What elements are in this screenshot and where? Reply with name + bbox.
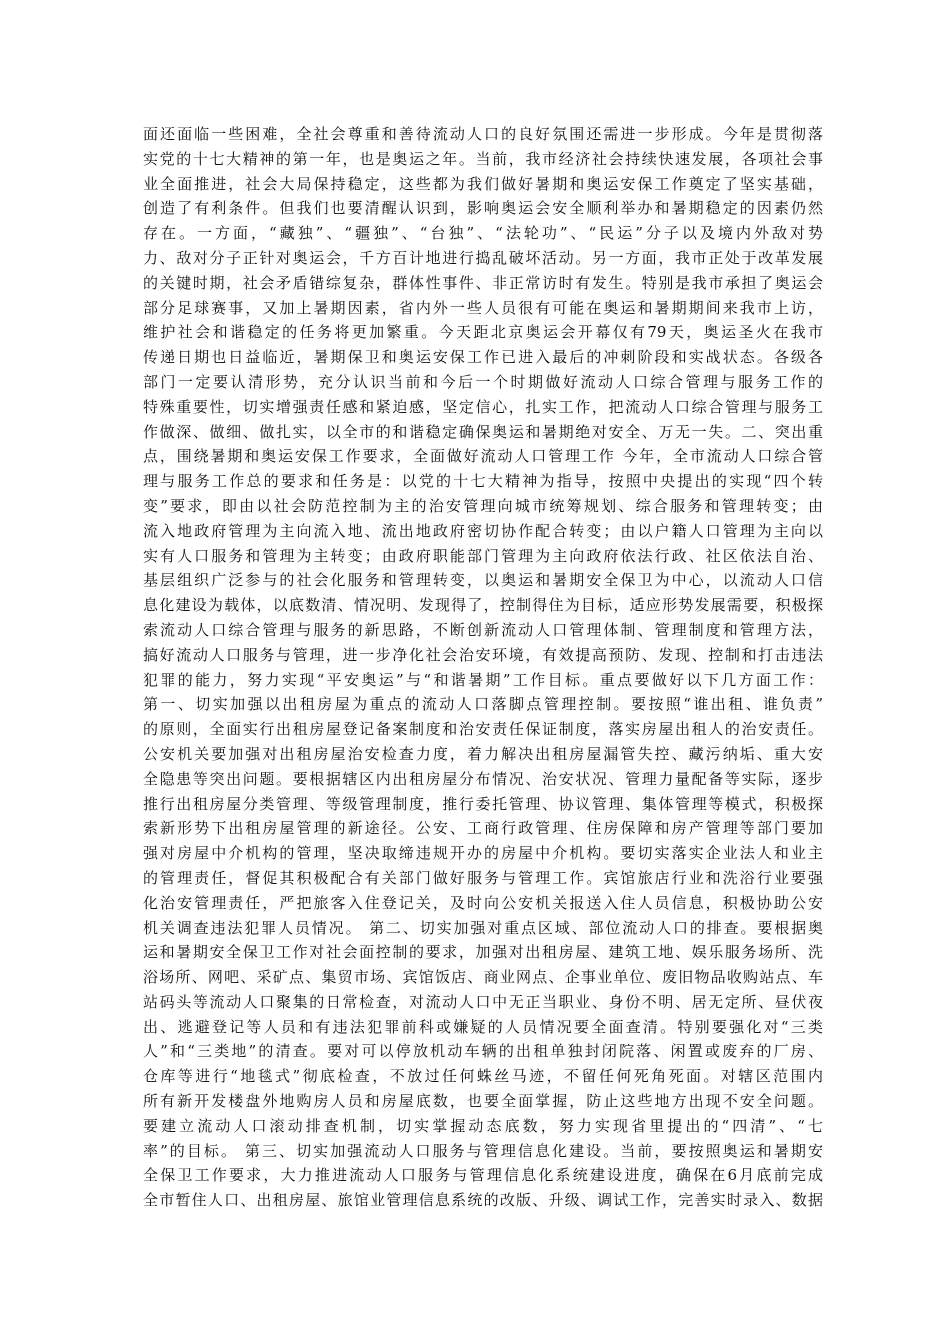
text-line: 部门一定要认清形势，充分认识当前和今后一个时期做好流动人口综合管理与服务工作的 [143, 372, 823, 391]
text-line: 实有人口服务和管理为主转变；由政府职能部门管理为主向政府依法行政、社区依法自治、 [143, 546, 823, 565]
text-line: 理与服务工作总的要求和任务是：以党的十七大精神为指导，按照中央提出的实现“四个转 [143, 472, 823, 491]
text-line: 部分足球赛事，又加上暑期因素，省内外一些人员很有可能在奥运和暑期期间来我市上访， [143, 298, 823, 317]
text-line: 第一、切实加强以出租房屋为重点的流动人口落脚点管理控制。要按照“谁出租、谁负责” [143, 695, 823, 714]
body-text [143, 122, 823, 1213]
text-line: 出、逃避登记等人员和有违法犯罪前科或嫌疑的人员情况要全面查清。特别要强化对“三类 [143, 1017, 823, 1036]
text-line: 全市暂住人口、出租房屋、旅馆业管理信息系统的改版、升级、调试工作，完善实时录入、数据 [143, 1191, 823, 1210]
text-line: 传递日期也日益临近，暑期保卫和奥运安保工作已进入最后的冲刺阶段和实战状态。各级各 [143, 348, 823, 367]
text-line: 推行出租房屋分类管理、等级管理制度，推行委托管理、协议管理、集体管理等模式，积极探 [143, 794, 823, 813]
text-line: 力、敌对分子正针对奥运会，千方百计地进行捣乱破坏活动。另一方面，我市正处于改革发展 [143, 248, 823, 267]
text-line: 的关键时期，社会矛盾错综复杂，群体性事件、非正常访时有发生。特别是我市承担了奥运会 [143, 273, 823, 292]
text-line: 变”要求，即由以社会防范控制为主的治安管理向城市统筹规划、综合服务和管理转变；由 [143, 496, 823, 515]
text-line: 所有新开发楼盘外地购房人员和房屋底数，也要全面掌握，防止这些地方出现不安全问题。 [143, 1092, 823, 1111]
text-line: 搞好流动人口服务与管理，进一步净化社会治安环境，有效提高预防、发现、控制和打击违法 [143, 645, 823, 664]
text-line: 公安机关要加强对出租房屋治安检查力度，着力解决出租房屋漏管失控、藏污纳垢、重大安 [143, 744, 823, 763]
text-line: 索新形势下出租房屋管理的新途径。公安、工商行政管理、住房保障和房产管理等部门要加 [143, 819, 823, 838]
text-line: 率”的目标。 第三、切实加强流动人口服务与管理信息化建设。当前，要按照奥运和暑期安 [143, 1141, 823, 1160]
text-line: 流入地政府管理为主向流入地、流出地政府密切协作配合转变；由以户籍人口管理为主向以 [143, 521, 823, 540]
text-line: 仓库等进行“地毯式”彻底检查，不放过任何蛛丝马迹，不留任何死角死面。对辖区范围内 [143, 1067, 823, 1086]
text-line: 息化建设为载体，以底数清、情况明、发现得了，控制得住为目标，适应形势发展需要，积极探 [143, 596, 823, 615]
text-line: 创造了有利条件。但我们也要清醒认识到，影响奥运会安全顺利举办和暑期稳定的因素仍然 [143, 199, 823, 218]
text-line: 维护社会和谐稳定的任务将更加繁重。今天距北京奥运会开幕仅有79天，奥运圣火在我市 [143, 323, 823, 342]
text-line: 存在。一方面，“藏独”、“疆独”、“台独”、“法轮功”、“民运”分子以及境内外敌对势 [143, 224, 823, 243]
text-line: 实党的十七大精神的第一年，也是奥运之年。当前，我市经济社会持续快速发展，各项社会事 [143, 149, 823, 168]
text-line: 的原则，全面实行出租房屋登记备案制度和治安责任保证制度，落实房屋出租人的治安责任。 [143, 720, 823, 739]
text-line: 运和暑期安全保卫工作对社会面控制的要求，加强对出租房屋、建筑工地、娱乐服务场所、洗 [143, 943, 823, 962]
text-line: 化治安管理责任，严把旅客入住登记关，及时向公安机关报送入住人员信息，积极协助公安 [143, 893, 823, 912]
text-line: 机关调查违法犯罪人员情况。 第二、切实加强对重点区域、部位流动人口的排查。要根据奥 [143, 918, 823, 937]
text-line: 索流动人口综合管理与服务的新思路，不断创新流动人口管理体制、管理制度和管理方法， [143, 620, 823, 639]
text-line: 要建立流动人口滚动排查机制，切实掌握动态底数，努力实现省里提出的“四清”、“七 [143, 1116, 823, 1135]
text-line: 基层组织广泛参与的社会化服务和管理转变，以奥运和暑期安全保卫为中心，以流动人口信 [143, 571, 823, 590]
text-line: 全隐患等突出问题。要根据辖区内出租房屋分布情况、治安状况、管理力量配备等实际，逐步 [143, 769, 823, 788]
text-line: 业全面推进，社会大局保持稳定，这些都为我们做好暑期和奥运安保工作奠定了坚实基础， [143, 174, 823, 193]
text-line: 犯罪的能力，努力实现“平安奥运”与“和谐暑期”工作目标。重点要做好以下几方面工作： [143, 670, 823, 689]
text-line: 浴场所、网吧、采矿点、集贸市场、宾馆饭店、商业网点、企事业单位、废旧物品收购站点、车 [143, 968, 823, 987]
text-line: 强对房屋中介机构的管理，坚决取缔违规开办的房屋中介机构。要切实落实企业法人和业主 [143, 844, 823, 863]
text-line: 点，围绕暑期和奥运安保工作要求，全面做好流动人口管理工作 今年，全市流动人口综合管 [143, 447, 823, 466]
text-line: 面还面临一些困难，全社会尊重和善待流动人口的良好氛围还需进一步形成。今年是贯彻落 [143, 125, 823, 143]
text-line: 人”和“三类地”的清查。要对可以停放机动车辆的出租单独封闭院落、闲置或废弃的厂房、 [143, 1042, 823, 1061]
text-line: 站码头等流动人口聚集的日常检查，对流动人口中无正当职业、身份不明、居无定所、昼伏夜 [143, 992, 823, 1011]
text-line: 的管理责任，督促其积极配合有关部门做好服务与管理工作。宾馆旅店行业和洗浴行业要强 [143, 868, 823, 887]
text-line: 全保卫工作要求，大力推进流动人口服务与管理信息化系统建设进度，确保在6月底前完成 [143, 1166, 823, 1185]
text-line: 特殊重要性，切实增强责任感和紧迫感，坚定信心，扎实工作，把流动人口综合管理与服务工 [143, 397, 823, 416]
text-line: 作做深、做细、做扎实，以全市的和谐稳定确保奥运和暑期绝对安全、万无一失。二、突出重 [143, 422, 823, 441]
